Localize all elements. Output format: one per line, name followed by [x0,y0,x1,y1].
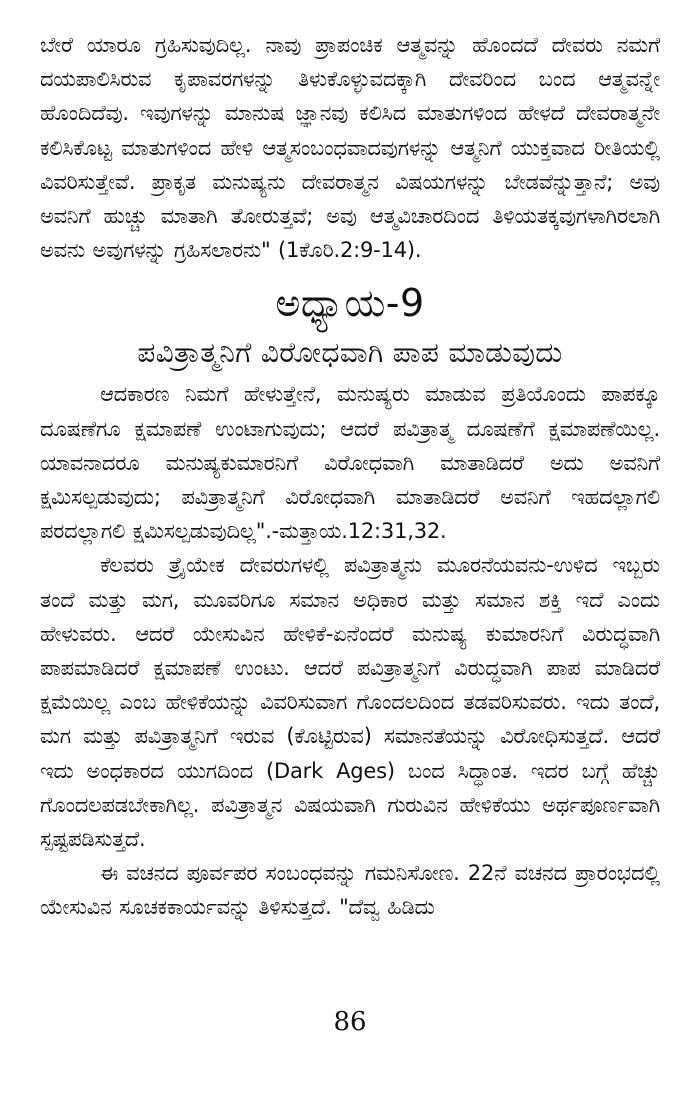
body-paragraph: ಆದಕಾರಣ ನಿಮಗೆ ಹೇಳುತ್ತೇನೆ, ಮನುಷ್ಯರು ಮಾಡುವ ಪ್ರತಿಯೊಂದು ಪಾಪಕ್ಕೂ ದೂಷಣೆಗೂ ಕ್ಷಮಾಪಣೆ ಉಂಟಾಗುವುದು; ಆದರೆ ಪವಿತ್ರಾತ್ಮ ದೂಷಣೆಗೆ ಕ್ಷಮಾಪಣೆಯಿಲ್ಲ. ಯಾವನಾದರೂ ಮನುಷ್ಯಕುಮಾರನಿಗೆ ವಿರೋಧವಾಗಿ ಮಾತಾಡಿದರೆ ಅದು ಅವನಿಗೆ ಕ್ಷಮಿಸಲ್ಪಡುವುದು; ಪವಿತ್ರಾತ್ಮನಿಗೆ ವಿರೋಧವಾಗಿ ಮಾತಾಡಿದರೆ ಅವನಿಗೆ ಇಹದಲ್ಲಾಗಲಿ ಪರದಲ್ಲಾಗಲಿ ಕ್ಷಮಿಸಲ್ಪಡುವುದಿಲ್ಲ".-ಮತ್ತಾಯ.12:31,32. [40,382,660,544]
chapter-title: ಅಧ್ಯಾಯ-9 [275,281,425,326]
page-number: 86 [333,1007,367,1037]
body-paragraph: ಈ ವಚನದ ಪೂರ್ವಪರ ಸಂಬಂಧವನ್ನು ಗಮನಿಸೋಣ. 22ನೆ ವಚನದ ಪ್ರಾರಂಭದಲ್ಲಿ ಯೇಸುವಿನ ಸೂಚಕಕಾರ್ಯವನ್ನು ತಿಳಿಸುತ್ತದೆ. "ದೆವ್ವ ಹಿಡಿದು [40,861,660,920]
body-paragraph: ಕೆಲವರು ತ್ರೈಯೇಕ ದೇವರುಗಳಲ್ಲಿ ಪವಿತ್ರಾತ್ಮನು ಮೂರನೆಯವನು-ಉಳಿದ ಇಬ್ಬರು ತಂದೆ ಮತ್ತು ಮಗ, ಮೂವರಿಗೂ ಸಮಾನ ಅಧಿಕಾರ ಮತ್ತು ಸಮಾನ ಶಕ್ತಿ ಇದೆ ಎಂದು ಹೇಳುವರು. ಆದರೆ ಯೇಸುವಿನ ಹೇಳಿಕೆ-ಏನೆಂದರೆ ಮನುಷ್ಯ ಕುಮಾರನಿಗೆ ವಿರುದ್ಧವಾಗಿ ಪಾಪಮಾಡಿದರೆ ಕ್ಷಮಾಪಣೆ ಉಂಟು. ಆದರೆ ಪವಿತ್ರಾತ್ಮನಿಗೆ ವಿರುದ್ಧವಾಗಿ ಪಾಪ ಮಾಡಿದರೆ ಕ್ಷಮೆಯಿಲ್ಲ ಎಂಬ ಹೇಳಿಕೆಯನ್ನು ವಿವರಿಸುವಾಗ ಗೊಂದಲದಿಂದ ತಡವರಿಸುವರು. ಇದು ತಂದೆ, ಮಗ ಮತ್ತು ಪವಿತ್ರಾತ್ಮನಿಗೆ ಇರುವ (ಕೊಟ್ಟಿರುವ) ಸಮಾನತೆಯನ್ನು ವಿರೋಧಿಸುತ್ತದೆ. ಆದರೆ ಇದು ಅಂಧಕಾರದ ಯುಗದಿಂದ (Dark Ages) ಬಂದ ಸಿದ್ಧಾಂತ. ಇದರ ಬಗ್ಗೆ ಹೆಚ್ಚು ಗೊಂದಲಪಡಬೇಕಾಗಿಲ್ಲ. ಪವಿತ್ರಾತ್ಮನ ವಿಷಯವಾಗಿ ಗುರುವಿನ ಹೇಳಿಕೆಯು ಅರ್ಥಪೂರ್ಣವಾಗಿ ಸ್ಪಷ್ಟಪಡಿಸುತ್ತದೆ. [40,553,660,852]
opening-paragraph: ಬೇರೆ ಯಾರೂ ಗ್ರಹಿಸುವುದಿಲ್ಲ. ನಾವು ಪ್ರಾಪಂಚಿಕ ಆತ್ಮವನ್ನು ಹೊಂದದೆ ದೇವರು ನಮಗೆ ದಯಪಾಲಿಸಿರುವ ಕೃಪಾವರಗಳನ್ನು ತಿಳುಕೊಳ್ಳುವದಕ್ಕಾಗಿ ದೇವರಿಂದ ಬಂದ ಆತ್ಮವನ್ನೇ ಹೊಂದಿದೆವು. ಇವುಗಳನ್ನು ಮಾನುಷ ಜ್ಞಾನವು ಕಲಿಸಿದ ಮಾತುಗಳಿಂದ ಹೇಳದೆ ದೇವರಾತ್ಮನೇ ಕಲಿಸಿಕೊಟ್ಟ ಮಾತುಗಳಿಂದ ಹೇಳಿ ಆತ್ಮಸಂಬಂಧವಾದವುಗಳನ್ನು ಆತ್ಮನಿಗೆ ಯುಕ್ತವಾದ ರೀತಿಯಲ್ಲಿ ವಿವರಿಸುತ್ತೇವೆ. ಪ್ರಾಕೃತ ಮನುಷ್ಯನು ದೇವರಾತ್ಮನ ವಿಷಯಗಳನ್ನು ಬೇಡವೆನ್ನುತ್ತಾನೆ; ಅವು ಅವನಿಗೆ ಹುಚ್ಚು ಮಾತಾಗಿ ತೋರುತ್ತವೆ; ಅವು ಆತ್ಮವಿಚಾರದಿಂದ ತಿಳಿಯತಕ್ಕವುಗಳಾಗಿರಲಾಗಿ ಅವನು ಅವುಗಳನ್ನು ಗ್ರಹಿಸಲಾರನು" (1ಕೊರಿ.2:9-14). [40,33,660,263]
section-title: ಪವಿತ್ರಾತ್ಮನಿಗೆ ವಿರೋಧವಾಗಿ ಪಾಪ ಮಾಡುವುದು [137,336,563,370]
book-page [40,28,660,1068]
